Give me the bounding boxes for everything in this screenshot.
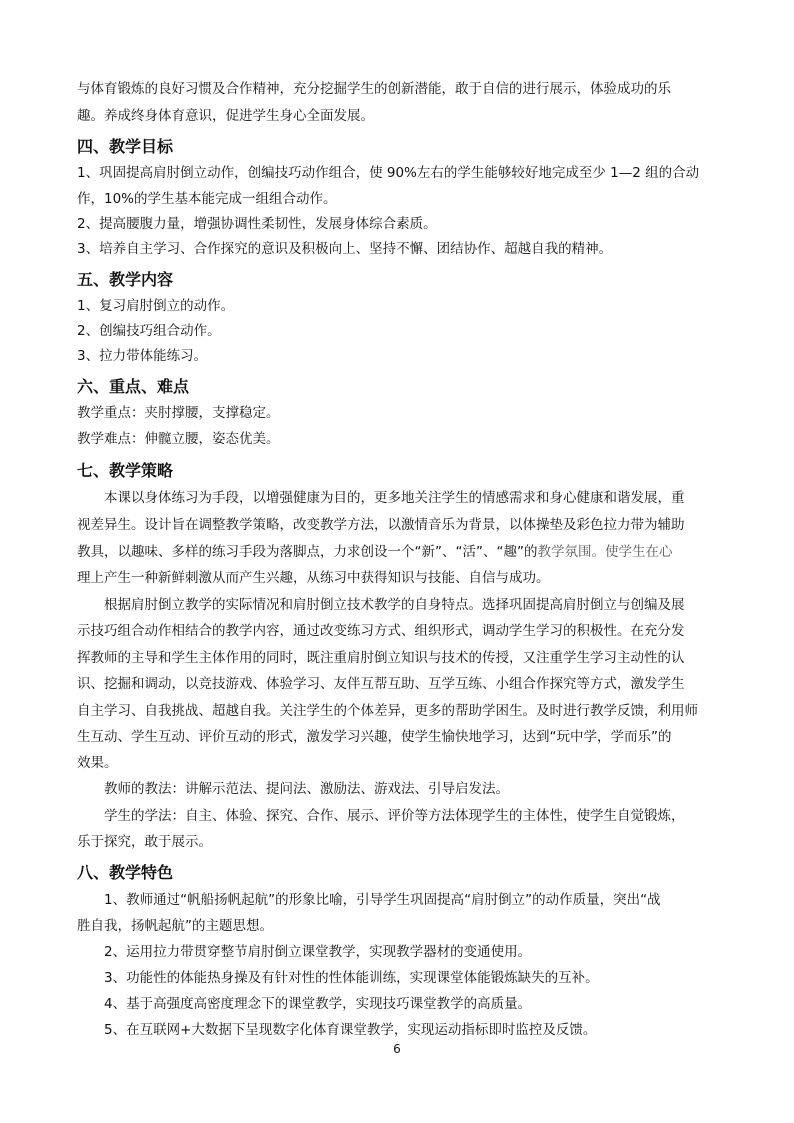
paragraph-line: 3、功能性的体能热身操及有针对性的性体能训练，实现课堂体能锻炼缺失的互补。 [104,970,599,986]
paragraph-line: 5、在互联网+大数据下呈现数字化体育课堂教学，实现运动指标即时监控及反馈。 [104,1022,597,1038]
paragraph-line: 教学难点：伸髋立腰，姿态优美。 [77,431,280,447]
paragraph-line: 3、培养自主学习、合作探究的意识及积极向上、坚持不懈、团结协作、超越自我的精神。 [77,241,613,257]
section-heading-5: 五、教学内容 [77,270,174,289]
paragraph-line: 胜自我，扬帆起航”的主题思想。 [77,918,273,934]
paragraph-line: 理上产生一种新鲜刺激从而产生兴趣，从练习中获得知识与技能、自信与成功。 [77,570,550,586]
paragraph-line [77,539,717,566]
paragraph-line: 学生的学法：自主、体验、探究、合作、展示、评价等方法体现学生的主体性，使学生自觉锻炼， [104,808,685,824]
paragraph-line: 教师的教法：讲解示范法、提问法、激励法、游戏法、引导启发法。 [104,781,509,797]
paragraph-line: 4、基于高强度高密度理念下的课堂教学，实现技巧课堂教学的高质量。 [104,996,532,1012]
paragraph-line: 趣。养成终身体育意识，促进学生身心全面发展。 [77,108,374,124]
paragraph-line: 挥教师的主导和学生主体作用的同时，既注重肩肘倒立知识与技术的传授，又注重学生学习主动性的认 [77,650,685,666]
paragraph-line: 效果。 [77,755,118,771]
paragraph-line: 2、创编技巧组合动作。 [77,323,221,339]
paragraph-line: 本课以身体练习为手段，以增强健康为目的，更多地关注学生的情感需求和身心健康和谐发展，重 [104,490,685,506]
paragraph-line: 作，10%的学生基本能完成一组组合动作。 [77,191,337,207]
section-heading-4: 四、教学目标 [77,137,174,156]
paragraph-line: 与体育锻炼的良好习惯及合作精神，充分挖掘学生的创新潜能，敢于自信的进行展示，体验成功的乐 [77,81,671,97]
paragraph-line: 生互动、学生互动、评价互动的形式，激发学习兴趣，使学生愉快地学习，达到“玩中学，学而乐”的 [77,729,672,745]
paragraph-line: 教学重点：夹肘撑腰，支撑稳定。 [77,405,280,421]
page-number: 6 [393,1042,401,1056]
text-span: 教具，以趣味、多样的练习手段为落脚点，力求创设一个“新”、“活”、“趣”的 [77,544,538,560]
section-heading-6: 六、重点、难点 [77,377,190,396]
text-span: 教学氛围。使学生在心 [537,544,673,560]
paragraph-line: 1、教师通过“帆船扬帆起航”的形象比喻，引导学生巩固提高“肩肘倒立”的动作质量，突出“战 [104,892,661,908]
paragraph-line: 识、挖掘和调动，以竞技游戏、体验学习、友伴互帮互助、互学互练、小组合作探究等方式，激发学生 [77,676,685,692]
paragraph-line: 2、运用拉力带贯穿整节肩肘倒立课堂教学，实现教学器材的变通使用。 [104,944,532,960]
paragraph-line: 示技巧组合动作相结合的教学内容，通过改变练习方式、组织形式，调动学生学习的积极性。在充分发 [77,623,685,639]
section-heading-8: 八、教学特色 [77,863,174,882]
paragraph-line: 自主学习、自我挑战、超越自我。关注学生的个体差异，更多的帮助学困生。及时进行教学反馈，利用师 [77,703,698,719]
paragraph-line: 1、复习肩肘倒立的动作。 [77,298,235,314]
section-heading-7: 七、教学策略 [77,461,174,480]
paragraph-line: 2、提高腰腹力量，增强协调性柔韧性，发展身体综合素质。 [77,216,437,232]
paragraph-line: 3、拉力带体能练习。 [77,348,208,364]
paragraph-line: 乐于探究，敢于展示。 [77,834,212,850]
paragraph-line: 根据肩肘倒立教学的实际情况和肩肘倒立技术教学的自身特点。选择巩固提高肩肘倒立与创编及展 [104,597,685,613]
paragraph-line: 1、巩固提高肩肘倒立动作，创编技巧动作组合，使 90%左右的学生能够较好地完成至少 1—2 组的合动 [77,165,700,181]
paragraph-line: 视差异生。设计旨在调整教学策略，改变教学方法，以激情音乐为背景，以体操垫及彩色拉力带为辅助 [77,517,685,533]
